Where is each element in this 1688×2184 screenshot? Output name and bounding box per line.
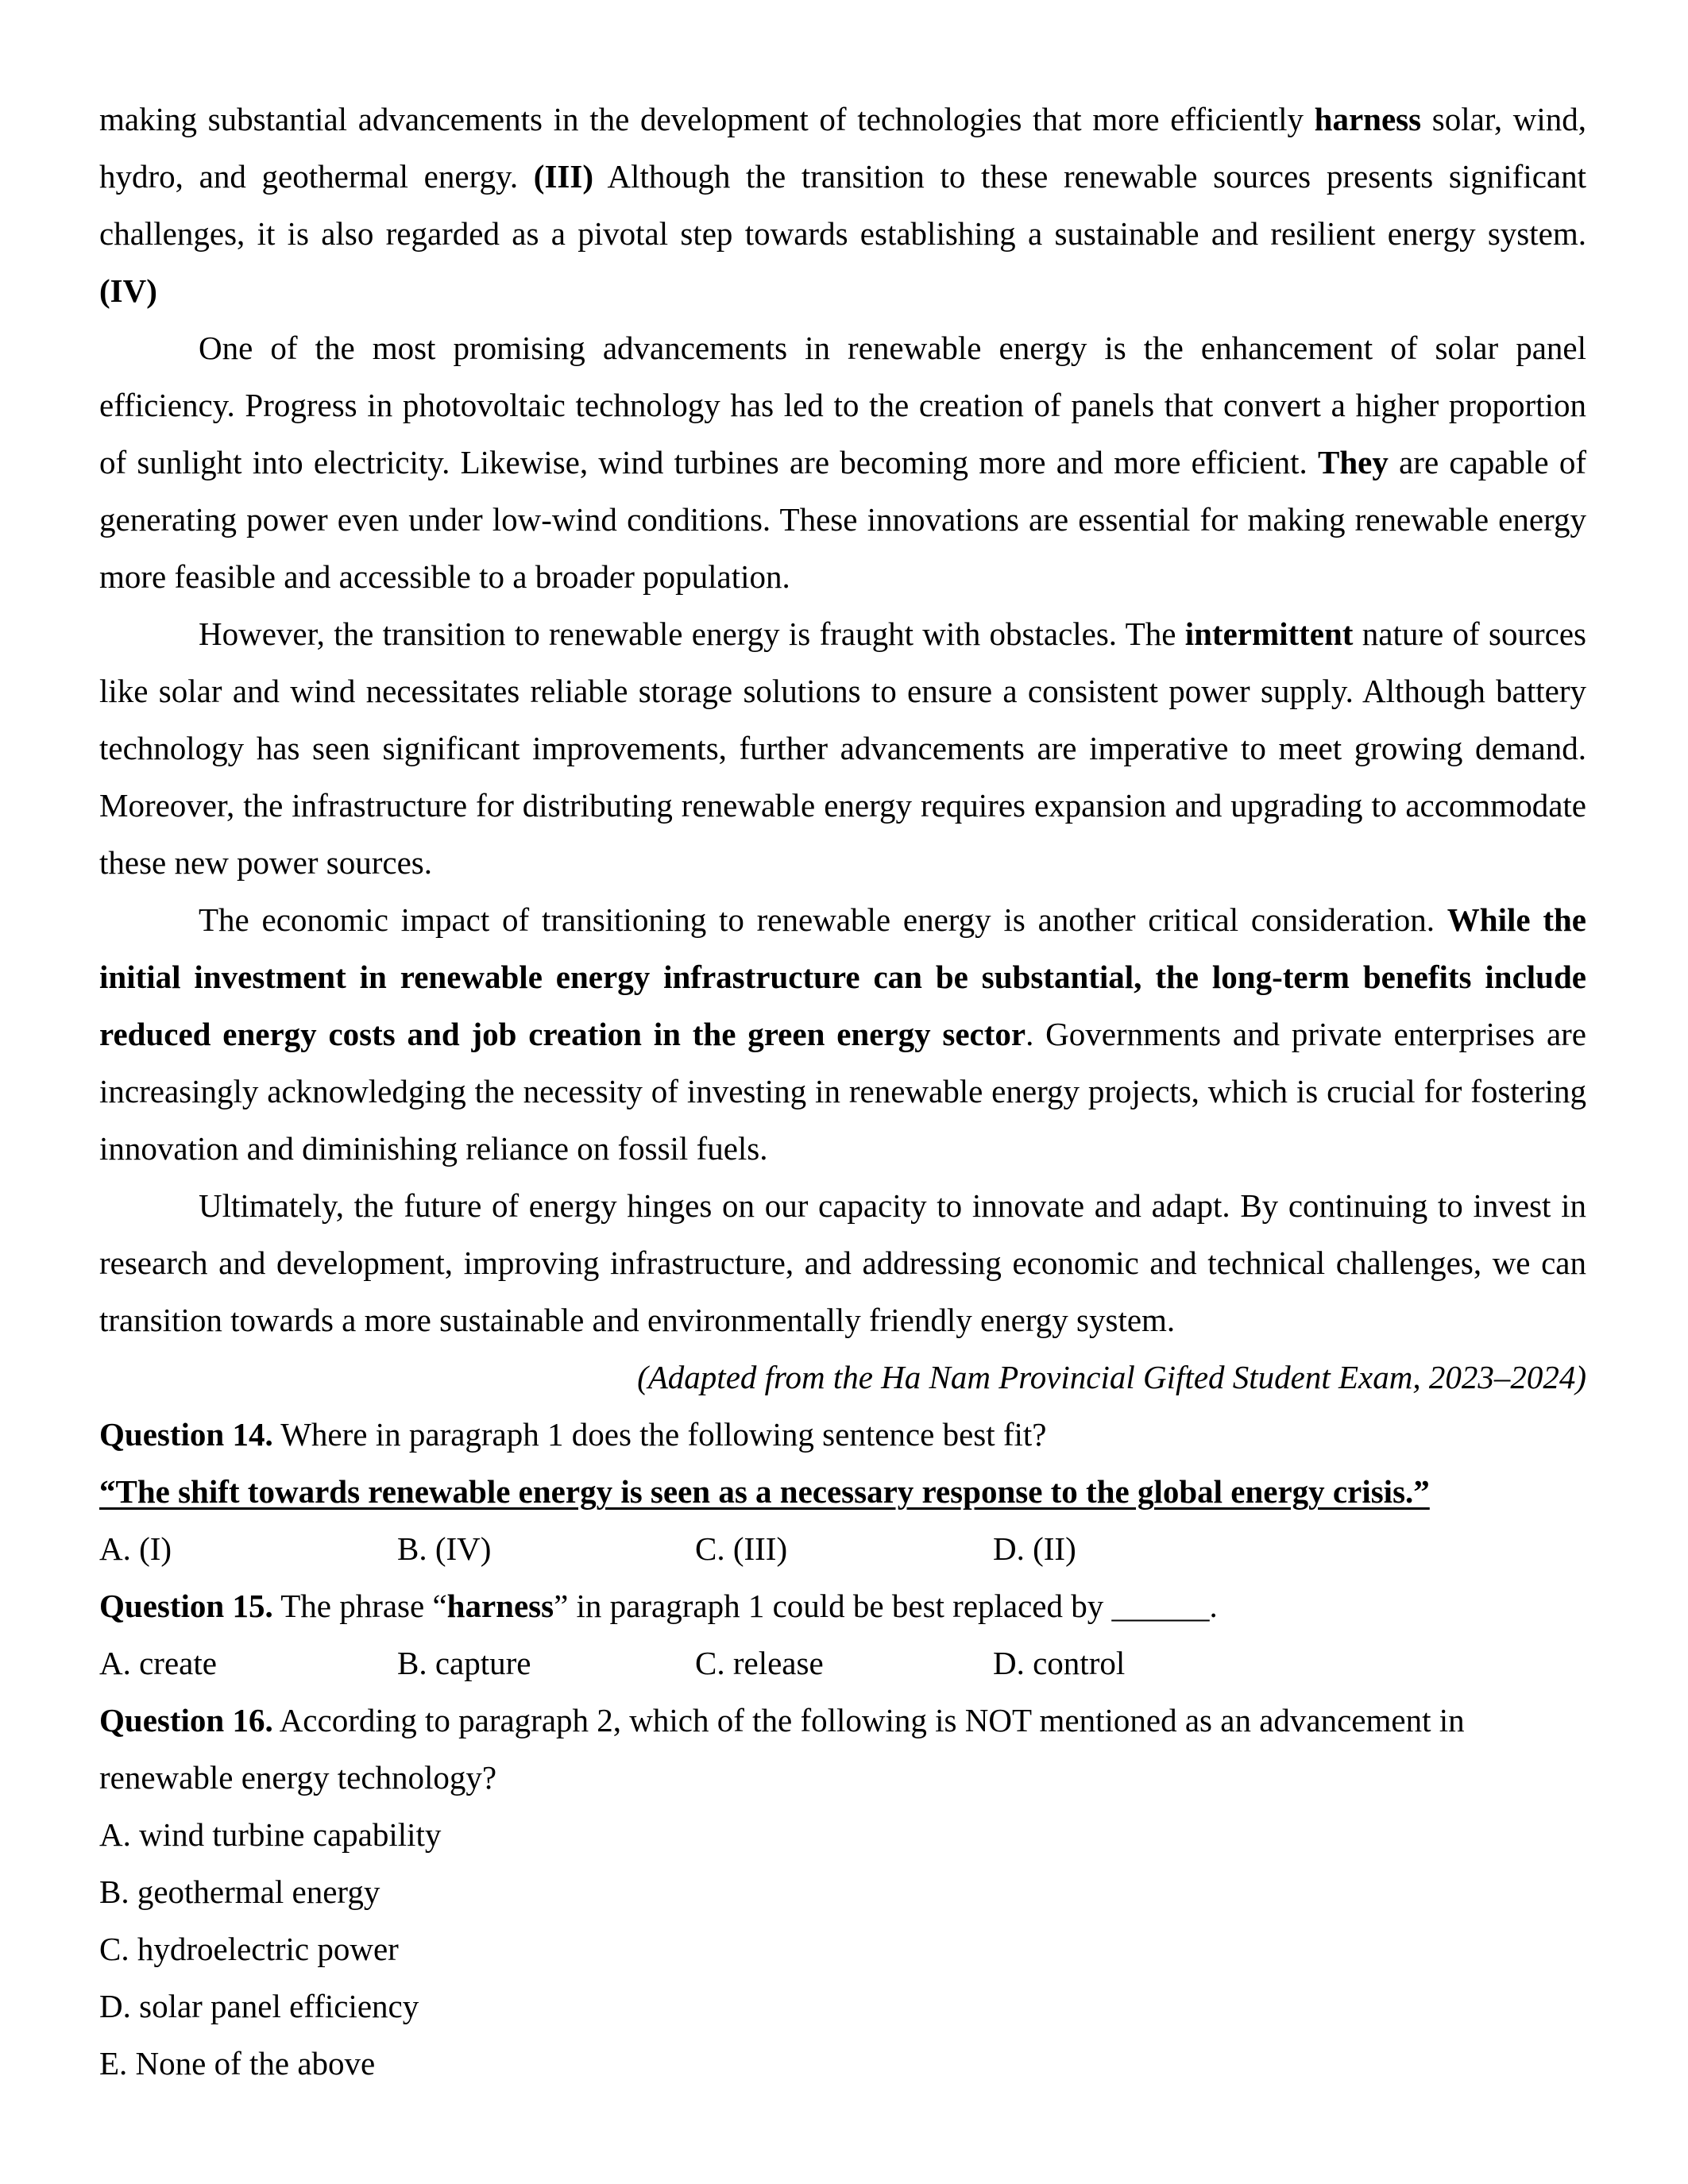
option-b[interactable]: B. geothermal energy: [99, 1873, 380, 1910]
question-16: [99, 1692, 1586, 2092]
option-b[interactable]: B. capture: [397, 1645, 531, 1681]
source-citation: (Adapted from the Ha Nam Provincial Gifted Student Exam, 2023–2024): [637, 1359, 1586, 1395]
question-text: According to paragraph 2, which of the following is NOT mentioned as an advancement in renewable energy technology?: [99, 1702, 1465, 1796]
highlighted-word-harness: harness: [1314, 101, 1422, 137]
question-text: Where in paragraph 1 does the following sentence best fit?: [272, 1416, 1047, 1453]
paragraph-text: However, the transition to renewable energy is fraught with obstacles. The: [199, 615, 1185, 652]
question-16-prompt: [99, 1692, 1513, 1806]
option-e[interactable]: E. None of the above: [99, 2045, 376, 2082]
passage-paragraph-3: [99, 605, 1586, 891]
paragraph-text: One of the most promising advancements in renewable energy is the enhancement of solar panel efficiency. Progress in photovoltaic technology has led to the creation of panels that convert a higher proportion of sunlight into electricity. Likewise, wind turbines are becoming more and more efficient.: [99, 330, 1586, 480]
question-text: ” in paragraph 1 could be best replaced by ______.: [554, 1588, 1218, 1624]
question-15-options: [99, 1634, 1586, 1692]
paragraph-text: making substantial advancements in the development of technologies that more efficiently: [99, 101, 1315, 137]
question-15: [99, 1577, 1586, 1692]
option-c[interactable]: C. (III): [695, 1530, 788, 1567]
option-d[interactable]: D. (II): [993, 1530, 1076, 1567]
option-a[interactable]: A. create: [99, 1645, 217, 1681]
question-14-prompt: [99, 1406, 1586, 1463]
option-c[interactable]: C. release: [695, 1645, 824, 1681]
passage-paragraph-1: [99, 91, 1586, 319]
position-marker-iii: (III): [533, 158, 593, 195]
option-b[interactable]: B. (IV): [397, 1530, 492, 1567]
option-d[interactable]: D. solar panel efficiency: [99, 1988, 419, 2024]
paragraph-text: nature of sources like solar and wind necessitates reliable storage solutions to ensure a consistent power supply. Although battery technology has seen significant improvements, further advancements are imperative to meet growing demand. Moreover, the infrastructure for distributing renewable energy requires expansion and upgrading to accommodate these new power sources.: [99, 615, 1586, 881]
passage-paragraph-4: [99, 891, 1586, 1177]
option-d[interactable]: D. control: [993, 1645, 1126, 1681]
question-14-quote: “The shift towards renewable energy is seen as a necessary response to the global energy crisis.”: [99, 1473, 1430, 1510]
question-text: The phrase “: [272, 1588, 447, 1624]
exam-page: [99, 91, 1586, 2092]
paragraph-text: Although the transition to these renewable sources presents significant challenges, it is also regarded as a pivotal step towards establishing a sustainable and resilient energy system.: [99, 158, 1586, 252]
question-15-prompt: [99, 1577, 1586, 1634]
question-label: Question 16.: [99, 1702, 273, 1738]
highlighted-word-harness: harness: [446, 1588, 554, 1624]
paragraph-text: The economic impact of transitioning to renewable energy is another critical consideration.: [199, 901, 1447, 938]
paragraph-text: are capable of generating power even under low-wind conditions. These innovations are essential for making renewable energy more feasible and accessible to a broader population.: [99, 444, 1586, 595]
paragraph-text: Ultimately, the future of energy hinges on our capacity to innovate and adapt. By continuing to invest in research and development, improving infrastructure, and addressing economic and technical challenges, we can transition towards a more sustainable and environmentally friendly energy system.: [99, 1187, 1586, 1338]
question-14: [99, 1406, 1586, 1577]
question-label: Question 14.: [99, 1416, 273, 1453]
highlighted-sentence: While the initial investment in renewable energy infrastructure can be substantial, the long-term benefits include reduced energy costs and job creation in the green energy sector: [99, 901, 1587, 1052]
highlighted-word-intermittent: intermittent: [1184, 615, 1354, 652]
highlighted-word-they: They: [1317, 444, 1389, 480]
paragraph-text: . Governments and private enterprises are increasingly acknowledging the necessity of investing in renewable energy projects, which is crucial for fostering innovation and diminishing reliance on fossil fuels.: [99, 1016, 1586, 1167]
option-a[interactable]: A. wind turbine capability: [99, 1816, 442, 1853]
position-marker-iv: (IV): [99, 272, 157, 309]
paragraph-text: solar, wind, hydro, and geothermal energy.: [99, 101, 1586, 195]
passage-paragraph-2: [99, 319, 1586, 605]
question-14-options: [99, 1520, 1586, 1577]
passage-paragraph-5: [99, 1177, 1586, 1349]
option-a[interactable]: A. (I): [99, 1530, 172, 1567]
question-label: Question 15.: [99, 1588, 273, 1624]
option-c[interactable]: C. hydroelectric power: [99, 1931, 399, 1967]
